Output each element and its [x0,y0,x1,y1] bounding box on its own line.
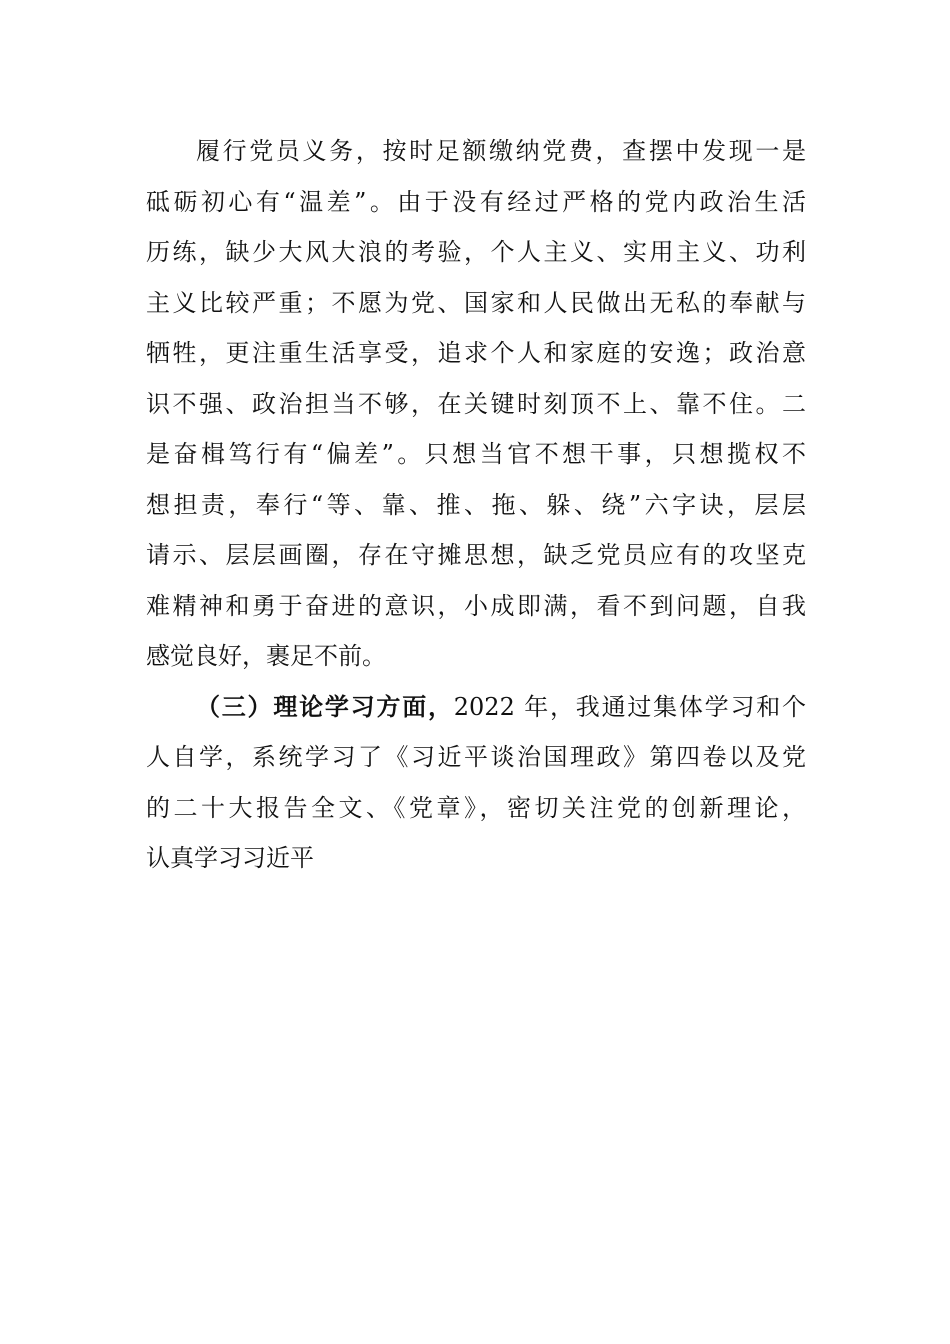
text-line: 历练，缺少大风大浪的考验，个人主义、实用主义、功利 [146,238,806,266]
text-line: 人自学，系统学习了《习近平谈治国理政》第四卷以及党 [146,743,806,771]
paragraph-2 [146,682,806,884]
section-heading: （三）理论学习方面， [196,691,454,721]
paragraph-1 [146,126,806,682]
text-line: 感觉良好，裹足不前。 [146,642,386,670]
text-line: 主义比较严重；不愿为党、国家和人民做出无私的奉献与 [146,288,806,317]
text-line: 认真学习习近平 [146,844,314,872]
body-text [146,126,806,884]
text-line: 是奋楫笃行有“偏差”。只想当官不想干事，只想揽权不 [146,440,806,468]
text-line: 想担责，奉行“等、靠、推、拖、躲、绕”六字诀，层层 [146,490,806,519]
text-line: 牺牲，更注重生活享受，追求个人和家庭的安逸；政治意 [146,339,806,367]
text-run: 2022 年，我通过集体学习和个 [453,692,807,721]
text-line: 的二十大报告全文、《党章》，密切关注党的创新理论， [146,793,806,822]
text-line: 识不强、政治担当不够，在关键时刻顶不上、靠不住。二 [146,389,806,418]
text-line: 请示、层层画圈，存在守摊思想，缺乏党员应有的攻坚克 [146,541,806,569]
text-line [146,682,806,733]
text-line: 履行党员义务，按时足额缴纳党费，查摆中发现一是 [196,137,806,165]
text-line: 砥砺初心有“温差”。由于没有经过严格的党内政治生活 [146,187,806,216]
text-line: 难精神和勇于奋进的意识，小成即满，看不到问题，自我 [146,591,806,620]
